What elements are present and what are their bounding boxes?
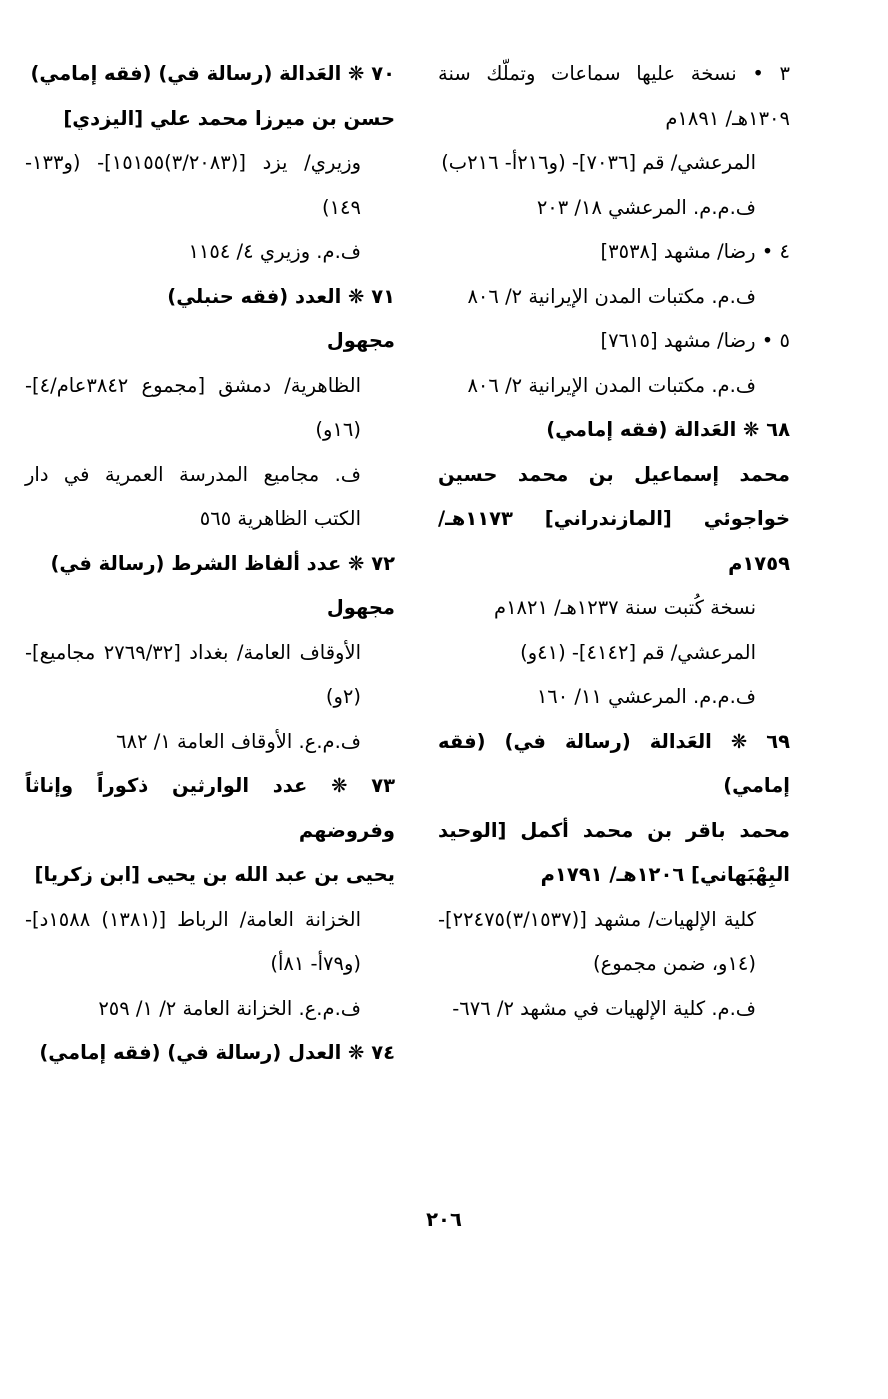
holding-line: ف.م. وزيري ٤/ ١١٥٤ [188,240,361,263]
left-column [25,52,395,1076]
holding-line: نسخة كُتبت سنة ١٢٣٧هـ/ ١٨٢١م [494,596,756,619]
entry-heading: ٧٢ ❋ عدد ألفاظ الشرط (رسالة في) [50,551,395,575]
author-line: محمد باقر بن محمد أكمل [الوحيد البِهْبَهاني] ١٢٠٦هـ/ ١٧٩١م [438,818,790,886]
entry-heading: ٧١ ❋ العدد (فقه حنبلي) [167,284,395,308]
page-number: ٢٠٦ [426,1208,462,1231]
entry-heading: ٧٠ ❋ العَدالة (رسالة في) (فقه إمامي) [30,62,395,85]
author-line: يحيى بن عبد الله بن يحيى [ابن زكريا] [34,863,395,886]
holding-line: الخزانة العامة/ الرباط [(١٣٨١) ١٥٨٨د]- (و٧٩أ- ٨١أ) [25,907,362,975]
copy-line: ٤ • رضا/ مشهد [٣٥٣٨] [600,240,790,263]
holding-line: ف.م. كلية الإلهيات في مشهد ٢/ ٦٧٦- [452,996,756,1020]
holding-line: ف.م.م. المرعشي ١١/ ١٦٠ [536,685,756,708]
entry-heading: ٦٨ ❋ العَدالة (فقه إمامي) [546,418,790,441]
holding-line: ف.م. مكتبات المدن الإيرانية ٢/ ٨٠٦ [467,373,756,397]
entry-heading: ٧٣ ❋ عدد الوارثين ذكوراً وإناثاً وفروضهم [25,774,395,842]
author-line: محمد إسماعيل بن محمد حسين خواجوئي [المازندراني] ١١٧٣هـ/ ١٧٥٩م [438,462,790,575]
holding-line: ف.م. مكتبات المدن الإيرانية ٢/ ٨٠٦ [467,284,756,308]
holding-line: الأوقاف العامة/ بغداد [٢٧٦٩/٣٢ مجاميع]- (٢و) [25,640,361,708]
author-line: حسن بن ميرزا محمد علي [اليزدي] [63,106,395,130]
holding-line: المرعشي/ قم [٤١٤٢]- (٤١و) [520,640,756,664]
author-line: مجهول [326,329,395,352]
entry-heading: ٦٩ ❋ العَدالة (رسالة في) (فقه إمامي) [438,729,790,797]
holding-line: المرعشي/ قم [٧٠٣٦]- (و٢١٦أ- ٢١٦ب) [441,151,756,174]
holding-line: كلية الإلهيات/ مشهد [(٣/١٥٣٧)٢٢٤٧٥]- (١٤و، ضمن مجموع) [438,907,756,975]
author-line: مجهول [326,596,395,619]
holding-line: ف.م.ع. الأوقاف العامة ١/ ٦٨٢ [116,729,361,753]
holding-line: ف.م.ع. الخزانة العامة ٢/ ١/ ٢٥٩ [98,996,361,1020]
entry-heading: ٧٤ ❋ العدل (رسالة في) (فقه إمامي) [39,1041,395,1064]
right-column [438,52,790,1031]
copy-line: ٥ • رضا/ مشهد [٧٦١٥] [600,329,790,352]
holding-line: الظاهرية/ دمشق [مجموع ٣٨٤٢عام/٤]- (١٦و) [25,373,361,441]
holding-line: ف. مجاميع المدرسة العمرية في دار الكتب الظاهرية ٥٦٥ [25,462,361,530]
holding-line: ف.م.م. المرعشي ١٨/ ٢٠٣ [536,195,756,219]
copy-line: ٣ • نسخة عليها سماعات وتملّك سنة ١٣٠٩هـ/ ١٨٩١م [438,62,790,130]
holding-line: وزيري/ يزد [(٣/٢٠٨٣)١٥١٥٥]- (و١٣٣- ١٤٩) [25,151,361,219]
